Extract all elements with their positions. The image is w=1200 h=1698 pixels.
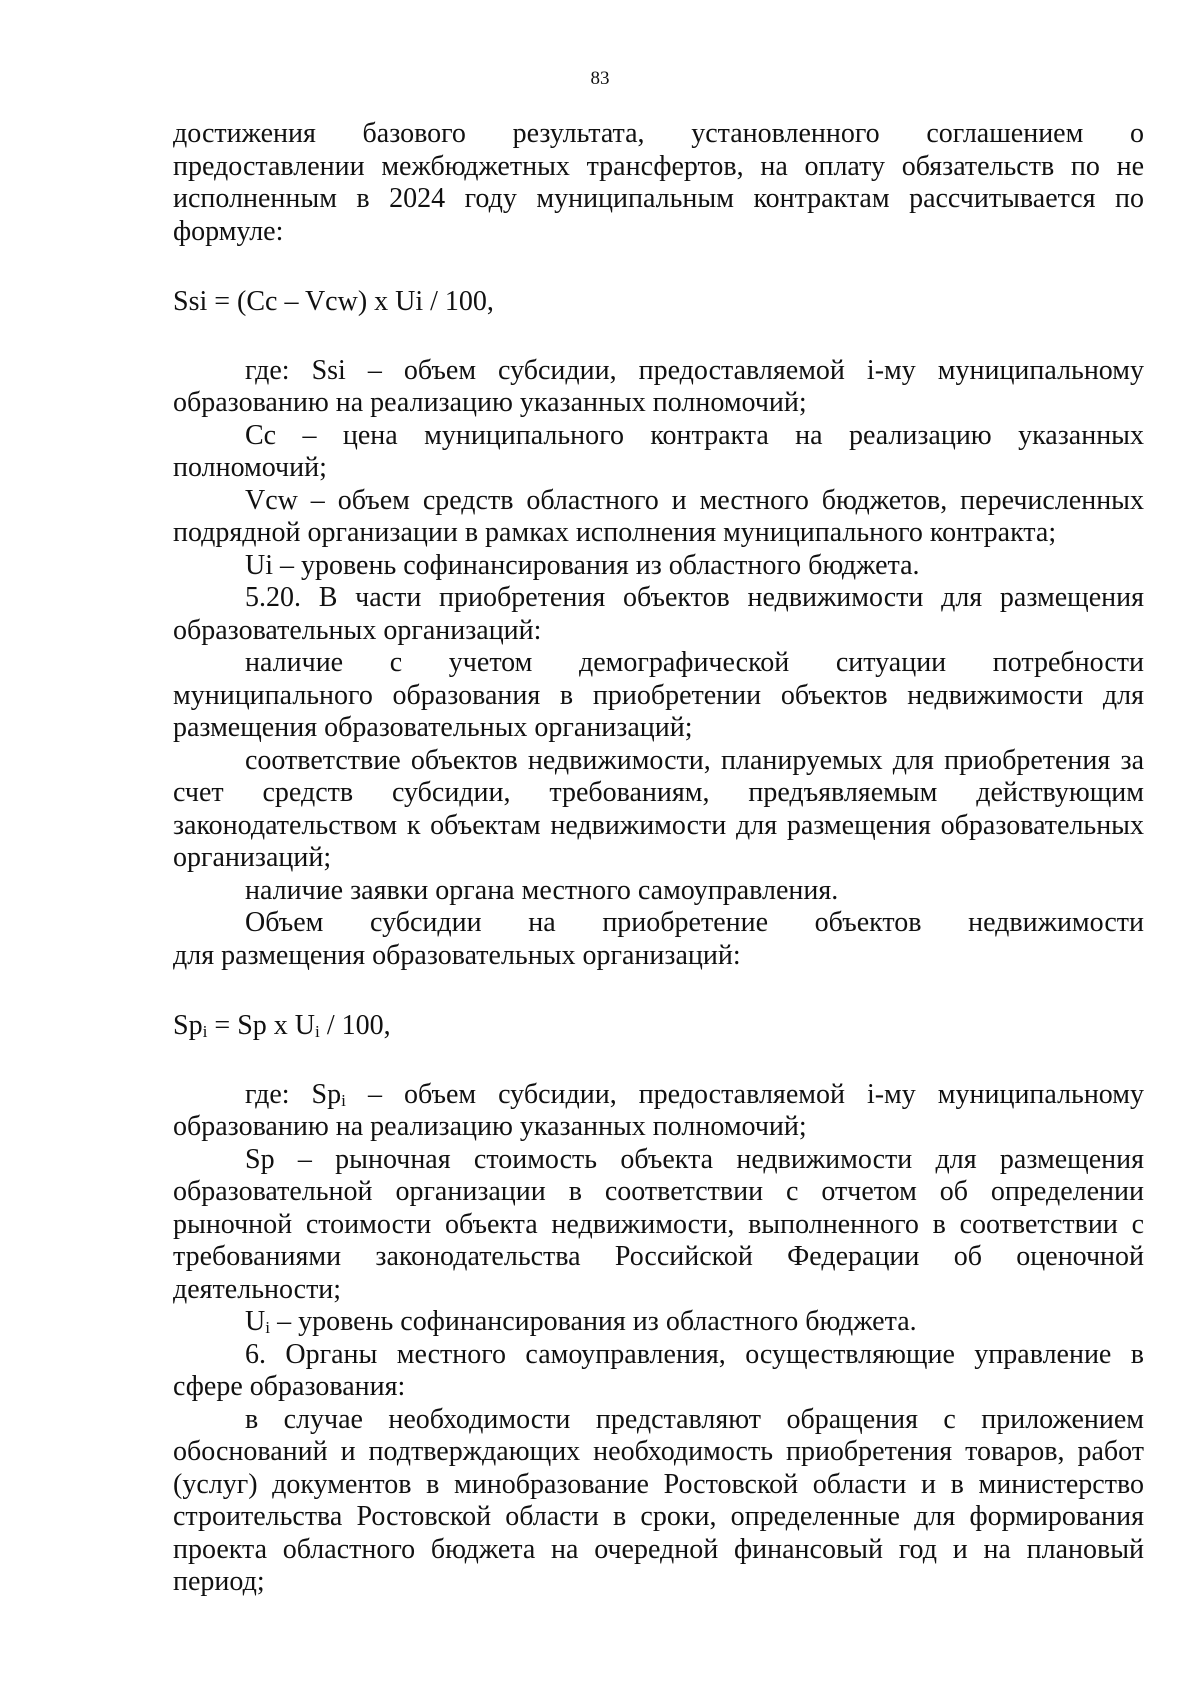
paragraph-demographic-need: наличие с учетом демографической ситуации потребности муниципального образования в приобретении объектов недвижимости для размещения образовательных организаций; (173, 647, 1144, 743)
paragraph-subsidy-volume (173, 907, 1144, 972)
formula-ui-subscript: i (315, 1022, 320, 1042)
paragraph-ui-definition-2 (173, 1306, 1144, 1339)
paragraph-spi-rest: – объем субсидии, предоставляемой i-му муниципальному образованию на реализацию указанных полномочий; (173, 1078, 1144, 1142)
paragraph-section-6: 6. Органы местного самоуправления, осуществляющие управление в сфере образования: (173, 1338, 1144, 1402)
paragraph-section-5-20: 5.20. В части приобретения объектов недвижимости для размещения образовательных организаций: (173, 582, 1144, 646)
formula-spi-middle: = Sp x U (207, 1010, 315, 1041)
paragraph-ui-subscript: i (265, 1318, 271, 1338)
formula-spi-subscript: i (202, 1022, 208, 1042)
paragraph-ui-rest: – уровень софинансирования из областного бюджета. (270, 1306, 917, 1337)
paragraph-property-compliance: соответствие объектов недвижимости, планируемых для приобретения за счет средств субсидии, требованиям, предъявляемым действующим законодательством к объектам недвижимости для размещения образовательных организаций; (173, 744, 1144, 873)
paragraph-formula-intro: достижения базового результата, установленного соглашением о предоставлении межбюджетных трансфертов, на оплату обязательств по не исполненным в 2024 году муниципальным контрактам рассчитывается по формуле: (173, 118, 1144, 247)
paragraph-ui-lead: U (245, 1306, 266, 1337)
paragraph-subsidy-volume-line2: для размещения образовательных организаций: (173, 939, 741, 971)
formula-spi (173, 1010, 1144, 1043)
formula-spi-tail: / 100, (319, 1010, 391, 1041)
paragraph-ssi-definition: где: Ssi – объем субсидии, предоставляемой i-му муниципальному образованию на реализацию указанных полномочий; (173, 354, 1144, 418)
paragraph-vcw-definition: Vcw – объем средств областного и местного бюджетов, перечисленных подрядной организации в рамках исполнения муниципального контракта; (173, 484, 1144, 548)
paragraph-spi-lead: где: Sp (245, 1078, 342, 1110)
paragraph-ui-definition: Ui – уровень софинансирования из областного бюджета. (245, 549, 920, 581)
paragraph-spi-definition (173, 1079, 1144, 1144)
page-number: 83 (590, 68, 610, 89)
paragraph-spi-subscript: i (341, 1090, 346, 1110)
paragraph-appeals: в случае необходимости представляют обращения с приложением обоснований и подтверждающих необходимость приобретения товаров, работ (услуг) документов в минобразование Ростовской области и в министерство строительства Ростовской области в сроки, определенные для формирования проекта областного бюджета на очередной финансовый год и на плановый период; (173, 1403, 1144, 1597)
paragraph-cc-definition: Cc – цена муниципального контракта на реализацию указанных полномочий; (173, 419, 1144, 483)
formula-ssi: Ssi = (Cc – Vcw) x Ui / 100, (173, 286, 494, 317)
paragraph-application: наличие заявки органа местного самоуправления. (245, 874, 839, 906)
paragraph-sp-definition: Sp – рыночная стоимость объекта недвижимости для размещения образовательной организации в соответствии с отчетом об определении рыночной стоимости объекта недвижимости, выполненного в соответствии с требованиями законодательства Российской Федерации об оценочной деятельности; (173, 1143, 1144, 1305)
paragraph-subsidy-volume-line1: Объем субсидии на приобретение объектов недвижимости (245, 907, 1144, 938)
formula-spi-symbol: Sp (173, 1010, 203, 1041)
document-body (173, 118, 1144, 1599)
